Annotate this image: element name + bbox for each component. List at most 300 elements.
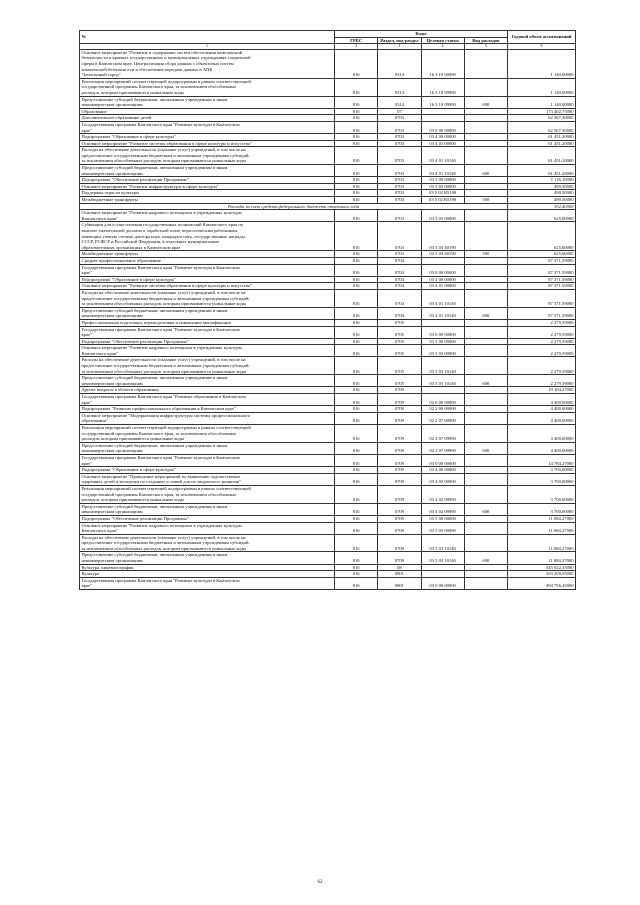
budget-table bbox=[79, 30, 576, 590]
amount-cell: 3 700,00000 bbox=[508, 503, 576, 515]
cel-cell: 03 4 02 09990 bbox=[421, 485, 464, 503]
table-row bbox=[80, 96, 576, 108]
column-number: 4 bbox=[421, 44, 464, 50]
grbs-cell: 816 bbox=[335, 406, 378, 413]
amount-cell: 4 400,00000 bbox=[508, 412, 576, 424]
grbs-cell: 816 bbox=[335, 222, 378, 251]
table-row bbox=[80, 134, 576, 141]
cel-cell: 03 5 02 R5190 bbox=[421, 190, 464, 197]
name-cell bbox=[80, 276, 335, 283]
razdel-cell: 0703 bbox=[378, 134, 421, 141]
name-line: Реализация мероприятий соответствующей подпрограммы в рамках соответствующей bbox=[81, 425, 251, 430]
name-line: крае" bbox=[81, 270, 92, 276]
page-number: 62 bbox=[317, 880, 323, 885]
amount-cell: 2 279,59000 bbox=[508, 326, 576, 338]
vid-cell bbox=[464, 534, 507, 552]
cel-cell: 03 4 01 10140 bbox=[421, 307, 464, 319]
name-line: "Безопасный город" bbox=[81, 72, 121, 78]
name-cell bbox=[80, 522, 335, 534]
name-line: крае" bbox=[81, 127, 92, 133]
name-line: Камчатского края" bbox=[81, 215, 118, 221]
razdel-cell: 07 bbox=[378, 108, 421, 115]
table-row bbox=[80, 165, 576, 177]
name-line: Подпрограмма "Обеспечение реализации Программы" bbox=[81, 338, 189, 344]
grbs-cell: 816 bbox=[335, 147, 378, 165]
amount-cell: 503 209,05000 bbox=[508, 571, 576, 578]
cel-cell: 03 4 01 10140 bbox=[421, 165, 464, 177]
name-line: Предоставление субсидий бюджетным, автономным учреждениям и иным bbox=[81, 96, 228, 102]
grbs-cell: 816 bbox=[335, 78, 378, 96]
table-row bbox=[80, 534, 576, 552]
razdel-cell: 0801 bbox=[378, 577, 421, 589]
cel-cell: 16 3 10 09990 bbox=[421, 96, 464, 108]
table-row bbox=[80, 387, 576, 394]
table-row bbox=[80, 190, 576, 197]
grbs-cell: 816 bbox=[335, 338, 378, 345]
amount-cell: 87 371,59000 bbox=[508, 257, 576, 264]
name-line: Государственная программа Камчатского края "Развитие культуры в Камчатском bbox=[81, 454, 240, 460]
grbs-cell: 816 bbox=[335, 283, 378, 290]
name-line: Основное мероприятие "Развитие кадрового потенциала в учреждениях культуры bbox=[81, 210, 242, 216]
vid-cell bbox=[464, 121, 507, 133]
name-cell bbox=[80, 534, 335, 552]
razdel-cell: 0705 bbox=[378, 375, 421, 387]
table-row bbox=[80, 78, 576, 96]
table-row bbox=[80, 442, 576, 454]
table-row bbox=[80, 210, 576, 222]
razdel-cell: 0703 bbox=[378, 140, 421, 147]
table-row bbox=[80, 147, 576, 165]
razdel-cell: 0703 bbox=[378, 115, 421, 122]
name-line: Подпрограмма "Образование в сфере культуры" bbox=[81, 276, 176, 282]
name-line: Государственная программа Камчатского края "Развитие культуры в Камчатском bbox=[81, 577, 240, 583]
name-line: Другие вопросы в области образования bbox=[81, 387, 159, 393]
vid-cell bbox=[464, 264, 507, 276]
name-line: Основное мероприятие "Развитие кадрового потенциала в учреждениях культуры bbox=[81, 522, 242, 528]
amount-cell: 4 400,00000 bbox=[508, 394, 576, 406]
note-text: Расходы за счет средств федерального бюджета отчетного года bbox=[80, 203, 508, 210]
vid-cell bbox=[464, 134, 507, 141]
name-cell bbox=[80, 577, 335, 589]
name-line: некоммерческим организациям bbox=[81, 509, 143, 515]
vid-cell: 500 bbox=[464, 197, 507, 204]
name-line: Межбюджетные трансферты bbox=[81, 251, 138, 257]
name-line: Реализация мероприятий соответствующей подпрограммы в рамках соответствующей bbox=[81, 78, 251, 84]
grbs-cell: 816 bbox=[335, 183, 378, 190]
grbs-cell: 816 bbox=[335, 115, 378, 122]
name-line: некоммерческим организациям bbox=[81, 170, 143, 176]
amount-cell: 11 084,27000 bbox=[508, 552, 576, 564]
razdel-cell: 0709 bbox=[378, 522, 421, 534]
amount-cell: 490,50000 bbox=[508, 197, 576, 204]
name-line: Предоставление субсидий бюджетным, автономным учреждениям и иным bbox=[81, 307, 228, 313]
grbs-cell: 816 bbox=[335, 552, 378, 564]
razdel-cell: 0709 bbox=[378, 394, 421, 406]
cel-cell: 03 4 01 10140 bbox=[421, 289, 464, 307]
amount-cell: 2 279,59000 bbox=[508, 338, 576, 345]
name-line: Подпрограмма "Развитие профессионального образования в Камчатском крае" bbox=[81, 406, 236, 412]
amount-cell: 87 371,59000 bbox=[508, 289, 576, 307]
cel-cell: 03 4 00 00000 bbox=[421, 276, 464, 283]
header-num: № bbox=[80, 31, 335, 44]
amount-cell: 1 116,10000 bbox=[508, 177, 576, 184]
name-line: расходов, которым присваиваются уникальные коды bbox=[81, 497, 185, 503]
name-cell bbox=[80, 121, 335, 133]
name-line: некоммерческим организациям bbox=[81, 313, 143, 319]
name-line: крае" bbox=[81, 332, 92, 338]
amount-cell: 61 451,20000 bbox=[508, 165, 576, 177]
razdel-cell: 0709 bbox=[378, 406, 421, 413]
amount-cell: 625,60000 bbox=[508, 251, 576, 258]
cel-cell: 03 0 00 00000 bbox=[421, 326, 464, 338]
razdel-cell: 0704 bbox=[378, 307, 421, 319]
cel-cell: 16 3 10 00000 bbox=[421, 49, 464, 78]
name-cell bbox=[80, 571, 335, 578]
vid-cell bbox=[464, 564, 507, 571]
table-row bbox=[80, 121, 576, 133]
amount-cell: 87 371,59000 bbox=[508, 307, 576, 319]
razdel-cell: 0709 bbox=[378, 534, 421, 552]
grbs-cell: 816 bbox=[335, 425, 378, 443]
cel-cell bbox=[421, 571, 464, 578]
vid-cell bbox=[464, 210, 507, 222]
vid-cell bbox=[464, 276, 507, 283]
razdel-cell: 0709 bbox=[378, 515, 421, 522]
budget-document bbox=[79, 30, 576, 590]
amount-cell: 1 140,00000 bbox=[508, 78, 576, 96]
razdel-cell: 0705 bbox=[378, 326, 421, 338]
table-row bbox=[80, 115, 576, 122]
name-line: Профессиональная подготовка, переподготовка и повышение квалификации bbox=[81, 319, 231, 325]
grbs-cell: 816 bbox=[335, 473, 378, 485]
cel-cell: 03 5 00 00000 bbox=[421, 338, 464, 345]
column-number: 3 bbox=[378, 44, 421, 50]
name-line: расходов, которым присваиваются уникальные коды bbox=[81, 89, 185, 95]
razdel-cell: 0709 bbox=[378, 467, 421, 474]
header-row-1 bbox=[80, 31, 576, 38]
table-row bbox=[80, 183, 576, 190]
amount-cell: 62 567,30000 bbox=[508, 115, 576, 122]
grbs-cell: 816 bbox=[335, 197, 378, 204]
grbs-cell: 816 bbox=[335, 319, 378, 326]
amount-cell: 545 022,35000 bbox=[508, 564, 576, 571]
name-cell bbox=[80, 406, 335, 413]
razdel-cell: 0703 bbox=[378, 183, 421, 190]
header-sum: Годовой объем ассигнований bbox=[508, 31, 576, 44]
razdel-cell: 0705 bbox=[378, 345, 421, 357]
vid-cell bbox=[464, 140, 507, 147]
grbs-cell: 816 bbox=[335, 577, 378, 589]
vid-cell bbox=[464, 522, 507, 534]
name-line: некоммерческим организациям bbox=[81, 448, 143, 454]
amount-cell: 4 400,00000 bbox=[508, 425, 576, 443]
vid-cell bbox=[464, 467, 507, 474]
razdel-cell: 0703 bbox=[378, 251, 421, 258]
amount-cell: 87 371,59000 bbox=[508, 276, 576, 283]
name-line: Государственная программа Камчатского края "Развитие культуры в Камчатском bbox=[81, 264, 240, 270]
vid-cell bbox=[464, 289, 507, 307]
note-row bbox=[80, 203, 576, 210]
name-line: за исключением обособленных расходов, которым присваиваются уникальные коды bbox=[81, 158, 247, 164]
cel-cell: 03 5 03 10140 bbox=[421, 375, 464, 387]
amount-cell: 19 184,27000 bbox=[508, 387, 576, 394]
cel-cell: 03 4 00 00000 bbox=[421, 134, 464, 141]
table-row bbox=[80, 345, 576, 357]
cel-cell: 03 5 03 10140 bbox=[421, 357, 464, 375]
name-line: Камчатского края" bbox=[81, 528, 118, 534]
name-cell bbox=[80, 257, 335, 264]
table-row bbox=[80, 108, 576, 115]
amount-cell: 4 400,00000 bbox=[508, 406, 576, 413]
name-cell bbox=[80, 165, 335, 177]
grbs-cell: 816 bbox=[335, 289, 378, 307]
grbs-cell: 816 bbox=[335, 264, 378, 276]
vid-cell bbox=[464, 577, 507, 589]
razdel-cell: 0703 bbox=[378, 177, 421, 184]
name-line: Культура, кинематография bbox=[81, 564, 134, 570]
table-body bbox=[80, 49, 576, 589]
name-line: имеющим ученую степень доктора наук, кандидата наук, государственные награды bbox=[81, 233, 245, 239]
name-line: Предоставление субсидий бюджетным, автономным учреждениям и иным bbox=[81, 552, 228, 558]
grbs-cell: 816 bbox=[335, 503, 378, 515]
name-line: предоставление государственным бюджетным и автономным учреждениям субсидий, bbox=[81, 152, 250, 158]
razdel-cell: 0703 bbox=[378, 210, 421, 222]
table-row bbox=[80, 140, 576, 147]
name-line: предоставление государственным бюджетным и автономным учреждениям субсидий, bbox=[81, 363, 250, 369]
grbs-cell: 816 bbox=[335, 326, 378, 338]
cel-cell: 03 4 02 00000 bbox=[421, 473, 464, 485]
name-cell bbox=[80, 210, 335, 222]
amount-cell: 392,40000 bbox=[508, 203, 576, 210]
name-line: крае" bbox=[81, 399, 92, 405]
name-line: Основное мероприятие "Развитие и содержание систем обеспечения комплексной bbox=[81, 49, 243, 55]
name-cell bbox=[80, 251, 335, 258]
razdel-cell: 0709 bbox=[378, 387, 421, 394]
name-line: Государственная программа Камчатского края "Развитие культуры в Камчатском bbox=[81, 326, 240, 332]
table-row bbox=[80, 375, 576, 387]
table-row bbox=[80, 406, 576, 413]
name-cell bbox=[80, 140, 335, 147]
grbs-cell: 816 bbox=[335, 357, 378, 375]
name-line: государственной программы Камчатского края, за исключением обособленных bbox=[81, 430, 237, 436]
grbs-cell: 816 bbox=[335, 108, 378, 115]
name-line: сферы в Камчатском крае. Централизация сбора данных с объектовых систем bbox=[81, 60, 234, 66]
name-line: некоммерческим организациям bbox=[81, 558, 143, 564]
razdel-cell: 0705 bbox=[378, 338, 421, 345]
table-row bbox=[80, 307, 576, 319]
column-number: 2 bbox=[335, 44, 378, 50]
grbs-cell: 816 bbox=[335, 375, 378, 387]
name-line: образовательных организациях в Камчатском крае bbox=[81, 244, 181, 250]
table-row bbox=[80, 454, 576, 466]
razdel-cell: 0709 bbox=[378, 485, 421, 503]
vid-cell bbox=[464, 338, 507, 345]
cel-cell bbox=[421, 564, 464, 571]
vid-cell bbox=[464, 515, 507, 522]
vid-cell: 500 bbox=[464, 251, 507, 258]
name-line: Образование bbox=[81, 108, 107, 114]
razdel-cell: 0709 bbox=[378, 425, 421, 443]
amount-cell: 3 700,00000 bbox=[508, 473, 576, 485]
amount-cell: 4 400,00000 bbox=[508, 442, 576, 454]
cel-cell: 02 2 00 00000 bbox=[421, 406, 464, 413]
table-row bbox=[80, 257, 576, 264]
name-line: Расходы на обеспечение деятельности (оказание услуг) учреждений, в том числе на bbox=[81, 289, 246, 295]
vid-cell bbox=[464, 283, 507, 290]
name-line: Предоставление субсидий бюджетным, автономным учреждениям и иным bbox=[81, 503, 228, 509]
table-row bbox=[80, 222, 576, 251]
name-line: Реализация мероприятий соответствующей подпрограммы в рамках соответствующей bbox=[81, 485, 251, 491]
name-line: Предоставление субсидий бюджетным, автономным учреждениям и иным bbox=[81, 165, 228, 171]
cel-cell bbox=[421, 387, 464, 394]
grbs-cell: 816 bbox=[335, 345, 378, 357]
name-line: безопасности в краевых государственных и муниципальных учреждениях социальной bbox=[81, 55, 251, 61]
name-cell bbox=[80, 134, 335, 141]
header-codes: Коды bbox=[335, 31, 508, 38]
vid-cell bbox=[464, 485, 507, 503]
header-grbs: ГРБС bbox=[335, 37, 378, 44]
cel-cell: 03 5 03 10140 bbox=[421, 534, 464, 552]
name-line: предоставление государственным бюджетным и автономным учреждениям субсидий, bbox=[81, 540, 250, 546]
vid-cell bbox=[464, 222, 507, 251]
grbs-cell: 816 bbox=[335, 394, 378, 406]
grbs-cell: 816 bbox=[335, 412, 378, 424]
grbs-cell: 816 bbox=[335, 276, 378, 283]
name-cell bbox=[80, 307, 335, 319]
table-row bbox=[80, 412, 576, 424]
grbs-cell: 816 bbox=[335, 251, 378, 258]
cel-cell bbox=[421, 108, 464, 115]
name-line: Камчатского края" bbox=[81, 350, 118, 356]
name-cell bbox=[80, 564, 335, 571]
cel-cell bbox=[421, 115, 464, 122]
name-line: Подпрограмма "Образование в сфере культуры" bbox=[81, 134, 176, 140]
name-line: Основное мероприятие "Модернизация инфраструктуры системы профессионального bbox=[81, 412, 251, 418]
grbs-cell: 816 bbox=[335, 165, 378, 177]
vid-cell bbox=[464, 394, 507, 406]
razdel-cell: 0704 bbox=[378, 264, 421, 276]
amount-cell: 2 279,59000 bbox=[508, 357, 576, 375]
table-row bbox=[80, 289, 576, 307]
name-line: Подпрограмма "Образование в сфере культуры" bbox=[81, 467, 176, 473]
table-row bbox=[80, 485, 576, 503]
name-cell bbox=[80, 177, 335, 184]
name-line: Субвенции для осуществления государственных полномочий Камчатского края по bbox=[81, 222, 244, 228]
amount-cell: 11 084,27000 bbox=[508, 534, 576, 552]
razdel-cell: 0705 bbox=[378, 357, 421, 375]
name-cell bbox=[80, 387, 335, 394]
table-row bbox=[80, 251, 576, 258]
grbs-cell: 816 bbox=[335, 387, 378, 394]
grbs-cell: 816 bbox=[335, 49, 378, 78]
amount-cell: 2 279,59000 bbox=[508, 375, 576, 387]
grbs-cell: 816 bbox=[335, 134, 378, 141]
razdel-cell: 0709 bbox=[378, 442, 421, 454]
amount-cell: 3 700,00000 bbox=[508, 467, 576, 474]
vid-cell bbox=[464, 147, 507, 165]
vid-cell bbox=[464, 177, 507, 184]
cel-cell: 03 5 03 10140 bbox=[421, 552, 464, 564]
name-cell bbox=[80, 147, 335, 165]
name-line: государственной программы Камчатского края, за исключением обособленных bbox=[81, 84, 237, 90]
name-line: Расходы на обеспечение деятельности (оказание услуг) учреждений, в том числе на bbox=[81, 147, 246, 153]
name-line: Подпрограмма "Обеспечение реализации Программы" bbox=[81, 177, 189, 183]
name-cell bbox=[80, 485, 335, 503]
razdel-cell: 0709 bbox=[378, 552, 421, 564]
amount-cell: 14 784,27000 bbox=[508, 454, 576, 466]
name-cell bbox=[80, 222, 335, 251]
grbs-cell: 816 bbox=[335, 564, 378, 571]
table-row bbox=[80, 552, 576, 564]
amount-cell: 61 451,20000 bbox=[508, 147, 576, 165]
vid-cell: 600 bbox=[464, 307, 507, 319]
cel-cell: 03 5 02 00000 bbox=[421, 183, 464, 190]
grbs-cell: 816 bbox=[335, 467, 378, 474]
cel-cell: 03 5 03 40190 bbox=[421, 222, 464, 251]
vid-cell bbox=[464, 190, 507, 197]
cel-cell: 03 5 02 R5190 bbox=[421, 197, 464, 204]
cel-cell: 02 2 07 09990 bbox=[421, 442, 464, 454]
razdel-cell: 0703 bbox=[378, 197, 421, 204]
name-cell bbox=[80, 78, 335, 96]
name-line: Среднее профессиональное образование bbox=[81, 257, 161, 263]
amount-cell: 87 371,59000 bbox=[508, 264, 576, 276]
name-cell bbox=[80, 264, 335, 276]
name-cell bbox=[80, 357, 335, 375]
name-cell bbox=[80, 473, 335, 485]
vid-cell: 600 bbox=[464, 503, 507, 515]
table-row bbox=[80, 319, 576, 326]
amount-cell: 3 700,00000 bbox=[508, 485, 576, 503]
table-row bbox=[80, 515, 576, 522]
name-cell bbox=[80, 425, 335, 443]
name-line: Предоставление субсидий бюджетным, автономным учреждениям и иным bbox=[81, 442, 228, 448]
name-cell bbox=[80, 326, 335, 338]
name-line: за исключением обособленных расходов, которым присваиваются уникальные коды bbox=[81, 368, 247, 374]
name-cell bbox=[80, 283, 335, 290]
vid-cell bbox=[464, 49, 507, 78]
cel-cell: 03 5 00 00000 bbox=[421, 515, 464, 522]
name-line: Основное мероприятие "Развитие системы образования в сфере культуры и искусства" bbox=[81, 283, 252, 289]
razdel-cell: 0705 bbox=[378, 319, 421, 326]
cel-cell: 03 0 00 00000 bbox=[421, 577, 464, 589]
name-line: СССР, РСФСР и Российской Федерации, в отдельных муниципальных bbox=[81, 239, 220, 245]
name-line: государственной программы Камчатского края, за исключением обособленных bbox=[81, 491, 237, 497]
name-line: Расходы на обеспечение деятельности (оказание услуг) учреждений, в том числе на bbox=[81, 357, 246, 363]
name-line: Подпрограмма "Обеспечение реализации Программы" bbox=[81, 515, 189, 521]
cel-cell: 03 5 03 00000 bbox=[421, 522, 464, 534]
name-line: расходов, которым присваиваются уникальные коды bbox=[81, 436, 185, 442]
razdel-cell: 0704 bbox=[378, 283, 421, 290]
razdel-cell: 0704 bbox=[378, 289, 421, 307]
name-cell bbox=[80, 115, 335, 122]
amount-cell: 87 371,59000 bbox=[508, 283, 576, 290]
grbs-cell: 816 bbox=[335, 515, 378, 522]
name-line: крае" bbox=[81, 460, 92, 466]
name-line: Государственная программа Камчатского края "Развитие образования в Камчатском bbox=[81, 394, 246, 400]
cel-cell: 03 4 01 10140 bbox=[421, 147, 464, 165]
amount-cell: 1 140,00000 bbox=[508, 96, 576, 108]
vid-cell bbox=[464, 473, 507, 485]
cel-cell: 02 2 07 09990 bbox=[421, 425, 464, 443]
table-row bbox=[80, 394, 576, 406]
vid-cell bbox=[464, 571, 507, 578]
table-row bbox=[80, 577, 576, 589]
name-cell bbox=[80, 49, 335, 78]
vid-cell bbox=[464, 425, 507, 443]
razdel-cell: 0314 bbox=[378, 96, 421, 108]
header-vid: Вид расходов bbox=[464, 37, 507, 44]
